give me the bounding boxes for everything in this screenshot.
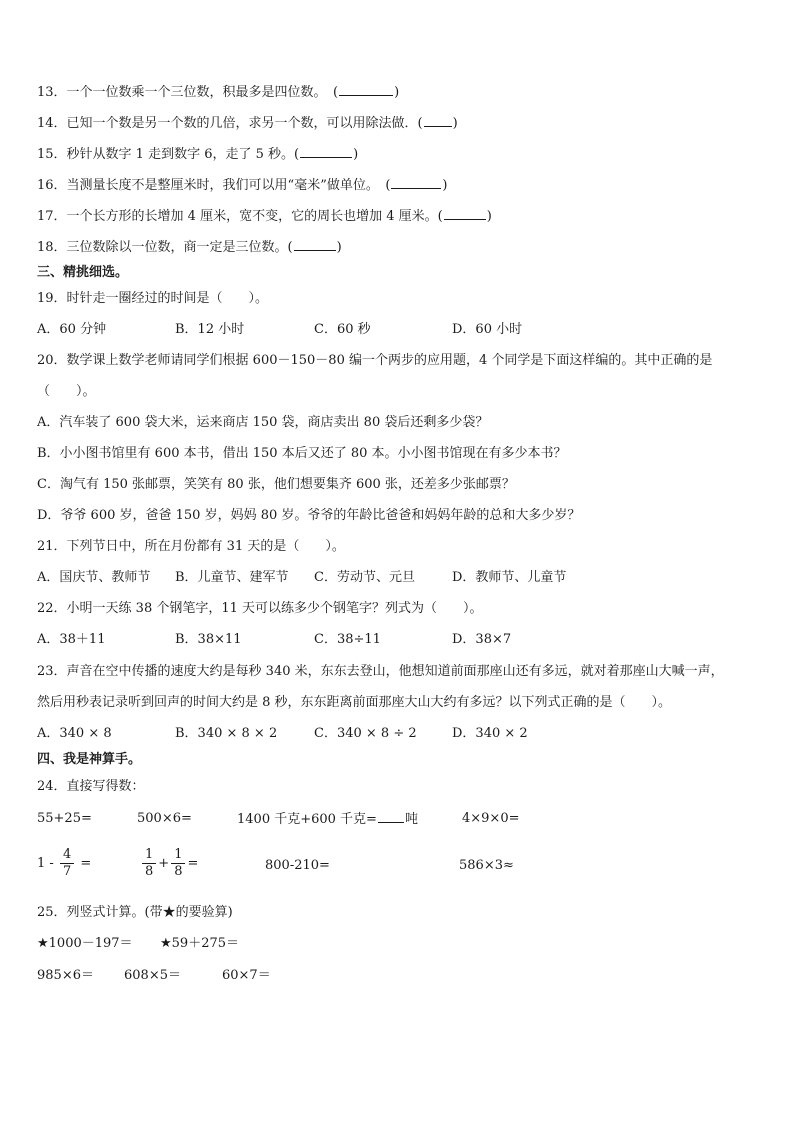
calc-item: ★59＋275＝ (160, 936, 240, 951)
option-a[interactable]: A．340 × 8 (37, 726, 112, 741)
close-paren: ) (486, 209, 492, 224)
fraction (60, 847, 74, 880)
answer-blank[interactable] (339, 83, 393, 96)
fraction (142, 847, 156, 880)
section-3-heading: 三、精挑细选。 (37, 265, 129, 280)
option-c[interactable]: C．38÷11 (314, 632, 381, 647)
question-text: 13．一个一位数乘一个三位数，积最多是四位数。 ( (37, 85, 339, 100)
question-21-stem: 21．下列节日中，所在月份都有 31 天的是（ ）。 (37, 539, 345, 554)
calc-expression: 1400 千克+600 千克= (237, 812, 377, 827)
numerator: 1 (171, 847, 185, 864)
question-text: 15．秒针从数字 1 走到数字 6，走了 5 秒。( (37, 147, 300, 162)
option-d[interactable]: D．38×7 (452, 632, 512, 647)
close-paren: ) (442, 178, 448, 193)
answer-blank[interactable] (391, 176, 441, 189)
close-paren: ) (336, 240, 342, 255)
option-d[interactable]: D．340 × 2 (452, 726, 528, 741)
close-paren: ) (394, 85, 400, 100)
equals-sign: = (187, 856, 199, 871)
fraction (171, 847, 185, 880)
option-b[interactable]: B．12 小时 (175, 322, 245, 337)
question-text: 17．一个长方形的长增加 4 厘米，宽不变，它的周长也增加 4 厘米。( (37, 209, 443, 224)
calc-item: 60×7＝ (222, 968, 271, 983)
plus-sign: + (158, 856, 170, 871)
option-d[interactable]: D．60 小时 (452, 322, 523, 337)
answer-blank[interactable] (444, 207, 486, 220)
denominator: 8 (145, 864, 154, 879)
question-24-stem: 24．直接写得数： (37, 779, 145, 794)
question-text: 16．当测量长度不是整厘米时，我们可以用“毫米”做单位。 ( (37, 178, 391, 193)
option-b[interactable]: B．38×11 (175, 632, 242, 647)
calc-unit: 吨 (404, 812, 418, 827)
section-4-heading: 四、我是神算手。 (37, 752, 142, 767)
option-c[interactable]: C．劳动节、元旦 (314, 570, 415, 585)
answer-blank[interactable] (378, 810, 404, 823)
question-text: 14．已知一个数是另一个数的几倍，求另一个数，可以用除法做．( (37, 116, 423, 131)
option-c[interactable]: C．60 秒 (314, 322, 371, 337)
option-d[interactable]: D．教师节、儿童节 (452, 570, 567, 585)
question-20-stem-line2: （ ）。 (37, 384, 96, 399)
question-23-stem-line2: 然后用秒表记录听到回声的时间大约是 8 秒，东东距离前面那座大山大约有多远？以下列式正确的是（ ）。 (37, 695, 672, 710)
question-20-option-b[interactable]: B．小小图书馆里有 600 本书，借出 150 本后又还了 80 本。小小图书馆现在有多少本书？ (37, 446, 567, 461)
calc-fraction-a (37, 847, 91, 880)
calc-item: 55+25= (37, 811, 92, 826)
numerator: 1 (142, 847, 156, 864)
question-17 (37, 207, 492, 226)
answer-blank[interactable] (300, 145, 352, 158)
option-a[interactable]: A．38＋11 (37, 632, 106, 647)
question-15 (37, 145, 358, 164)
option-b[interactable]: B．儿童节、建军节 (175, 570, 289, 585)
question-22-stem: 22．小明一天练 38 个钢笔字，11 天可以练多少个钢笔字？列式为（ ）。 (37, 601, 483, 616)
equals-sign: = (80, 856, 92, 871)
calc-item: 4×9×0= (462, 811, 520, 826)
calc-item: 608×5＝ (124, 968, 181, 983)
question-20-option-a[interactable]: A．汽车装了 600 袋大米，运来商店 150 袋，商店卖出 80 袋后还剩多少袋？ (37, 415, 489, 430)
calc-prefix: 1 - (37, 856, 54, 871)
denominator: 7 (62, 864, 72, 879)
calc-item: 985×6＝ (37, 968, 94, 983)
close-paren: ) (452, 116, 458, 131)
option-a[interactable]: A．国庆节、教师节 (37, 570, 151, 585)
question-13 (37, 83, 399, 102)
question-19-stem: 19．时针走一圈经过的时间是（ ）。 (37, 291, 269, 306)
calc-fraction-b (140, 847, 198, 880)
answer-blank[interactable] (424, 114, 452, 127)
option-a[interactable]: A．60 分钟 (37, 322, 107, 337)
question-text: 18．三位数除以一位数，商一定是三位数。( (37, 240, 293, 255)
question-20-stem-line1: 20．数学课上数学老师请同学们根据 600－150－80 编一个两步的应用题，4 个同学是下面这样编的。其中正确的是 (37, 353, 713, 368)
close-paren: ) (353, 147, 359, 162)
calc-item: 800-210= (265, 858, 330, 873)
option-b[interactable]: B．340 × 8 × 2 (175, 726, 278, 741)
question-23-stem-line1: 23．声音在空中传播的速度大约是每秒 340 米，东东去登山，他想知道前面那座山还有多远，就对着那座山大喊一声， (37, 664, 724, 679)
numerator: 4 (60, 847, 74, 864)
question-20-option-c[interactable]: C．淘气有 150 张邮票，笑笑有 80 张，他们想要集齐 600 张，还差多少张邮票？ (37, 477, 515, 492)
denominator: 8 (174, 864, 183, 879)
calc-item: ★1000－197＝ (37, 936, 133, 951)
question-20-option-d[interactable]: D．爷爷 600 岁，爸爸 150 岁，妈妈 80 岁。爷爷的年龄比爸爸和妈妈年龄的总和大多少岁？ (37, 508, 581, 523)
calc-item: 586×3≈ (459, 858, 514, 873)
calc-item: 500×6= (137, 811, 192, 826)
question-18 (37, 238, 342, 257)
question-14 (37, 114, 458, 133)
calc-item (237, 810, 418, 829)
question-25-stem: 25．列竖式计算。(带★的要验算) (37, 905, 233, 920)
option-c[interactable]: C．340 × 8 ÷ 2 (314, 726, 417, 741)
question-16 (37, 176, 447, 195)
answer-blank[interactable] (294, 238, 336, 251)
